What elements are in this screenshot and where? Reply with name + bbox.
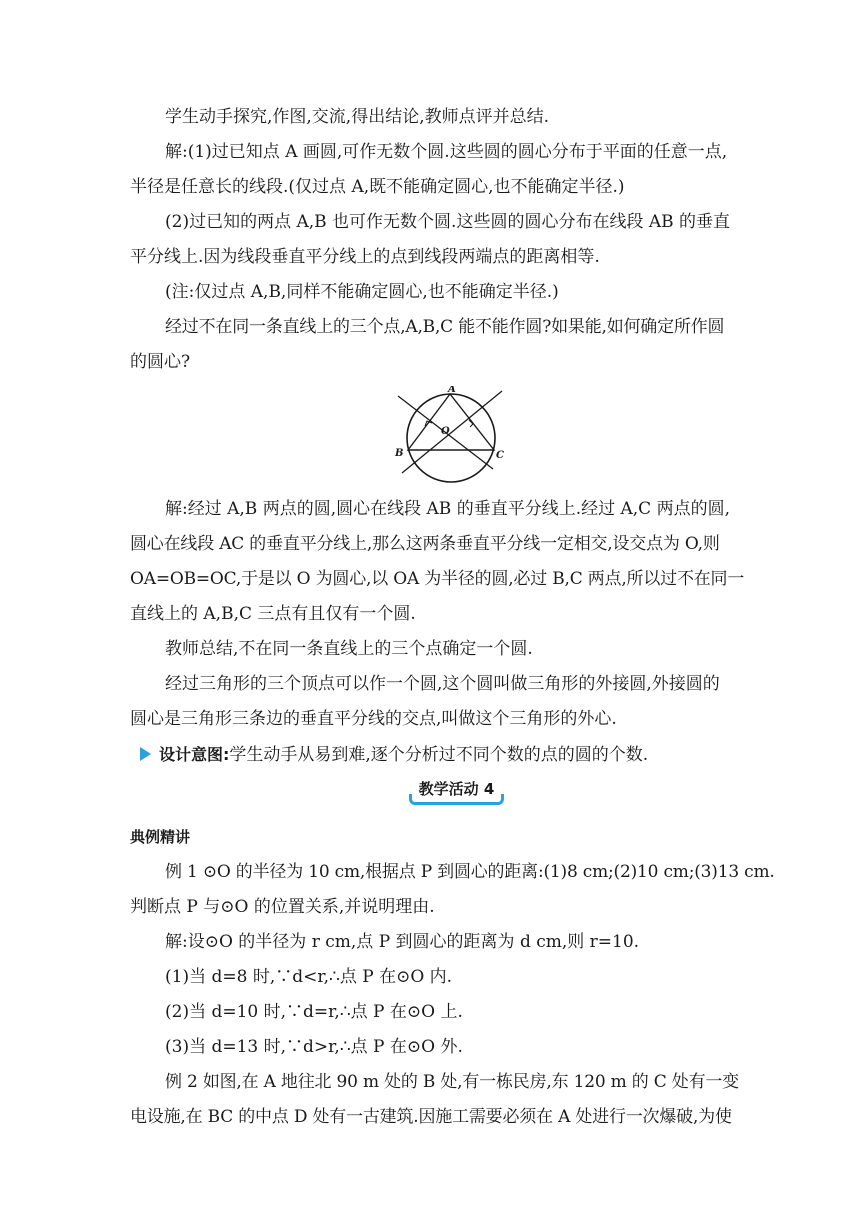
point-label-b: B [395, 448, 404, 459]
example-1-continuation: 判断点 P 与⊙O 的位置关系,并说明理由. [130, 897, 435, 917]
paragraph-continuation: 直线上的 A,B,C 三点有且仅有一个圆. [130, 604, 416, 624]
point-label-a: A [448, 386, 456, 395]
design-intent-label: 设计意图: [159, 745, 230, 764]
activity-title: 教学活动 4 [405, 772, 509, 805]
paragraph: 学生动手探究,作图,交流,得出结论,教师点评并总结. [165, 107, 550, 127]
paragraph-continuation: 圆心在线段 AC 的垂直平分线上,那么这两条垂直平分线一定相交,设交点为 O,则 [130, 534, 720, 554]
paragraph-continuation: 平分线上.因为线段垂直平分线上的点到线段两端点的距离相等. [130, 247, 600, 267]
triangle-bullet-icon [140, 747, 151, 761]
paragraph: 经过三角形的三个顶点可以作一个圆,这个圆叫做三角形的外接圆,外接圆的 [165, 674, 720, 694]
solution-line: 解:设⊙O 的半径为 r cm,点 P 到圆心的距离为 d cm,则 r=10. [165, 932, 640, 952]
paragraph-continuation: OA=OB=OC,于是以 O 为圆心,以 OA 为半径的圆,必过 B,C 两点,所以过不在同一 [130, 569, 745, 589]
paragraph: 解:(1)过已知点 A 画圆,可作无数个圆.这些圆的圆心分布于平面的任意一点, [165, 142, 728, 162]
solution-line: (1)当 d=8 时,∵d<r,∴点 P 在⊙O 内. [165, 967, 453, 987]
point-label-c: C [496, 450, 504, 461]
paragraph: 解:经过 A,B 两点的圆,圆心在线段 AB 的垂直平分线上.经过 A,C 两点的圆, [165, 499, 730, 519]
paragraph: (2)过已知的两点 A,B 也可作无数个圆.这些圆的圆心分布在线段 AB 的垂直 [165, 212, 731, 232]
design-intent [130, 737, 735, 772]
example-2-continuation: 电设施,在 BC 的中点 D 处有一古建筑.因施工需要必须在 A 处进行一次爆破,为使 [130, 1107, 732, 1127]
paragraph: (注:仅过点 A,B,同样不能确定圆心,也不能确定半径.) [165, 282, 559, 302]
circumcircle-figure [392, 386, 510, 484]
solution-line: (3)当 d=13 时,∵d>r,∴点 P 在⊙O 外. [165, 1037, 463, 1057]
solution-line: (2)当 d=10 时,∵d=r,∴点 P 在⊙O 上. [165, 1002, 463, 1022]
activity-banner [130, 772, 735, 816]
design-intent-text: 学生动手从易到难,逐个分析过不同个数的点的圆的个数. [229, 745, 649, 765]
document-page [130, 100, 775, 1135]
section-heading: 典例精讲 [130, 828, 191, 846]
example-2: 例 2 如图,在 A 地往北 90 m 处的 B 处,有一栋民房,东 120 m 的 C 处有一变 [165, 1072, 739, 1092]
paragraph: 教师总结,不在同一条直线上的三个点确定一个圆. [165, 639, 533, 659]
triangle-abc [408, 394, 494, 450]
paragraph-continuation: 圆心是三角形三条边的垂直平分线的交点,叫做这个三角形的外心. [130, 709, 617, 729]
example-1: 例 1 ⊙O 的半径为 10 cm,根据点 P 到圆心的距离:(1)8 cm;(2)10 cm;(3)13 cm. [165, 862, 775, 882]
paragraph: 经过不在同一条直线上的三个点,A,B,C 能不能作圆?如果能,如何确定所作圆 [165, 317, 725, 337]
paragraph-continuation: 半径是任意长的线段.(仅过点 A,既不能确定圆心,也不能确定半径.) [130, 177, 625, 197]
perpendicular-bisector-ac [402, 391, 502, 473]
paragraph-continuation: 的圆心? [130, 352, 191, 372]
point-label-o: O [441, 426, 450, 437]
